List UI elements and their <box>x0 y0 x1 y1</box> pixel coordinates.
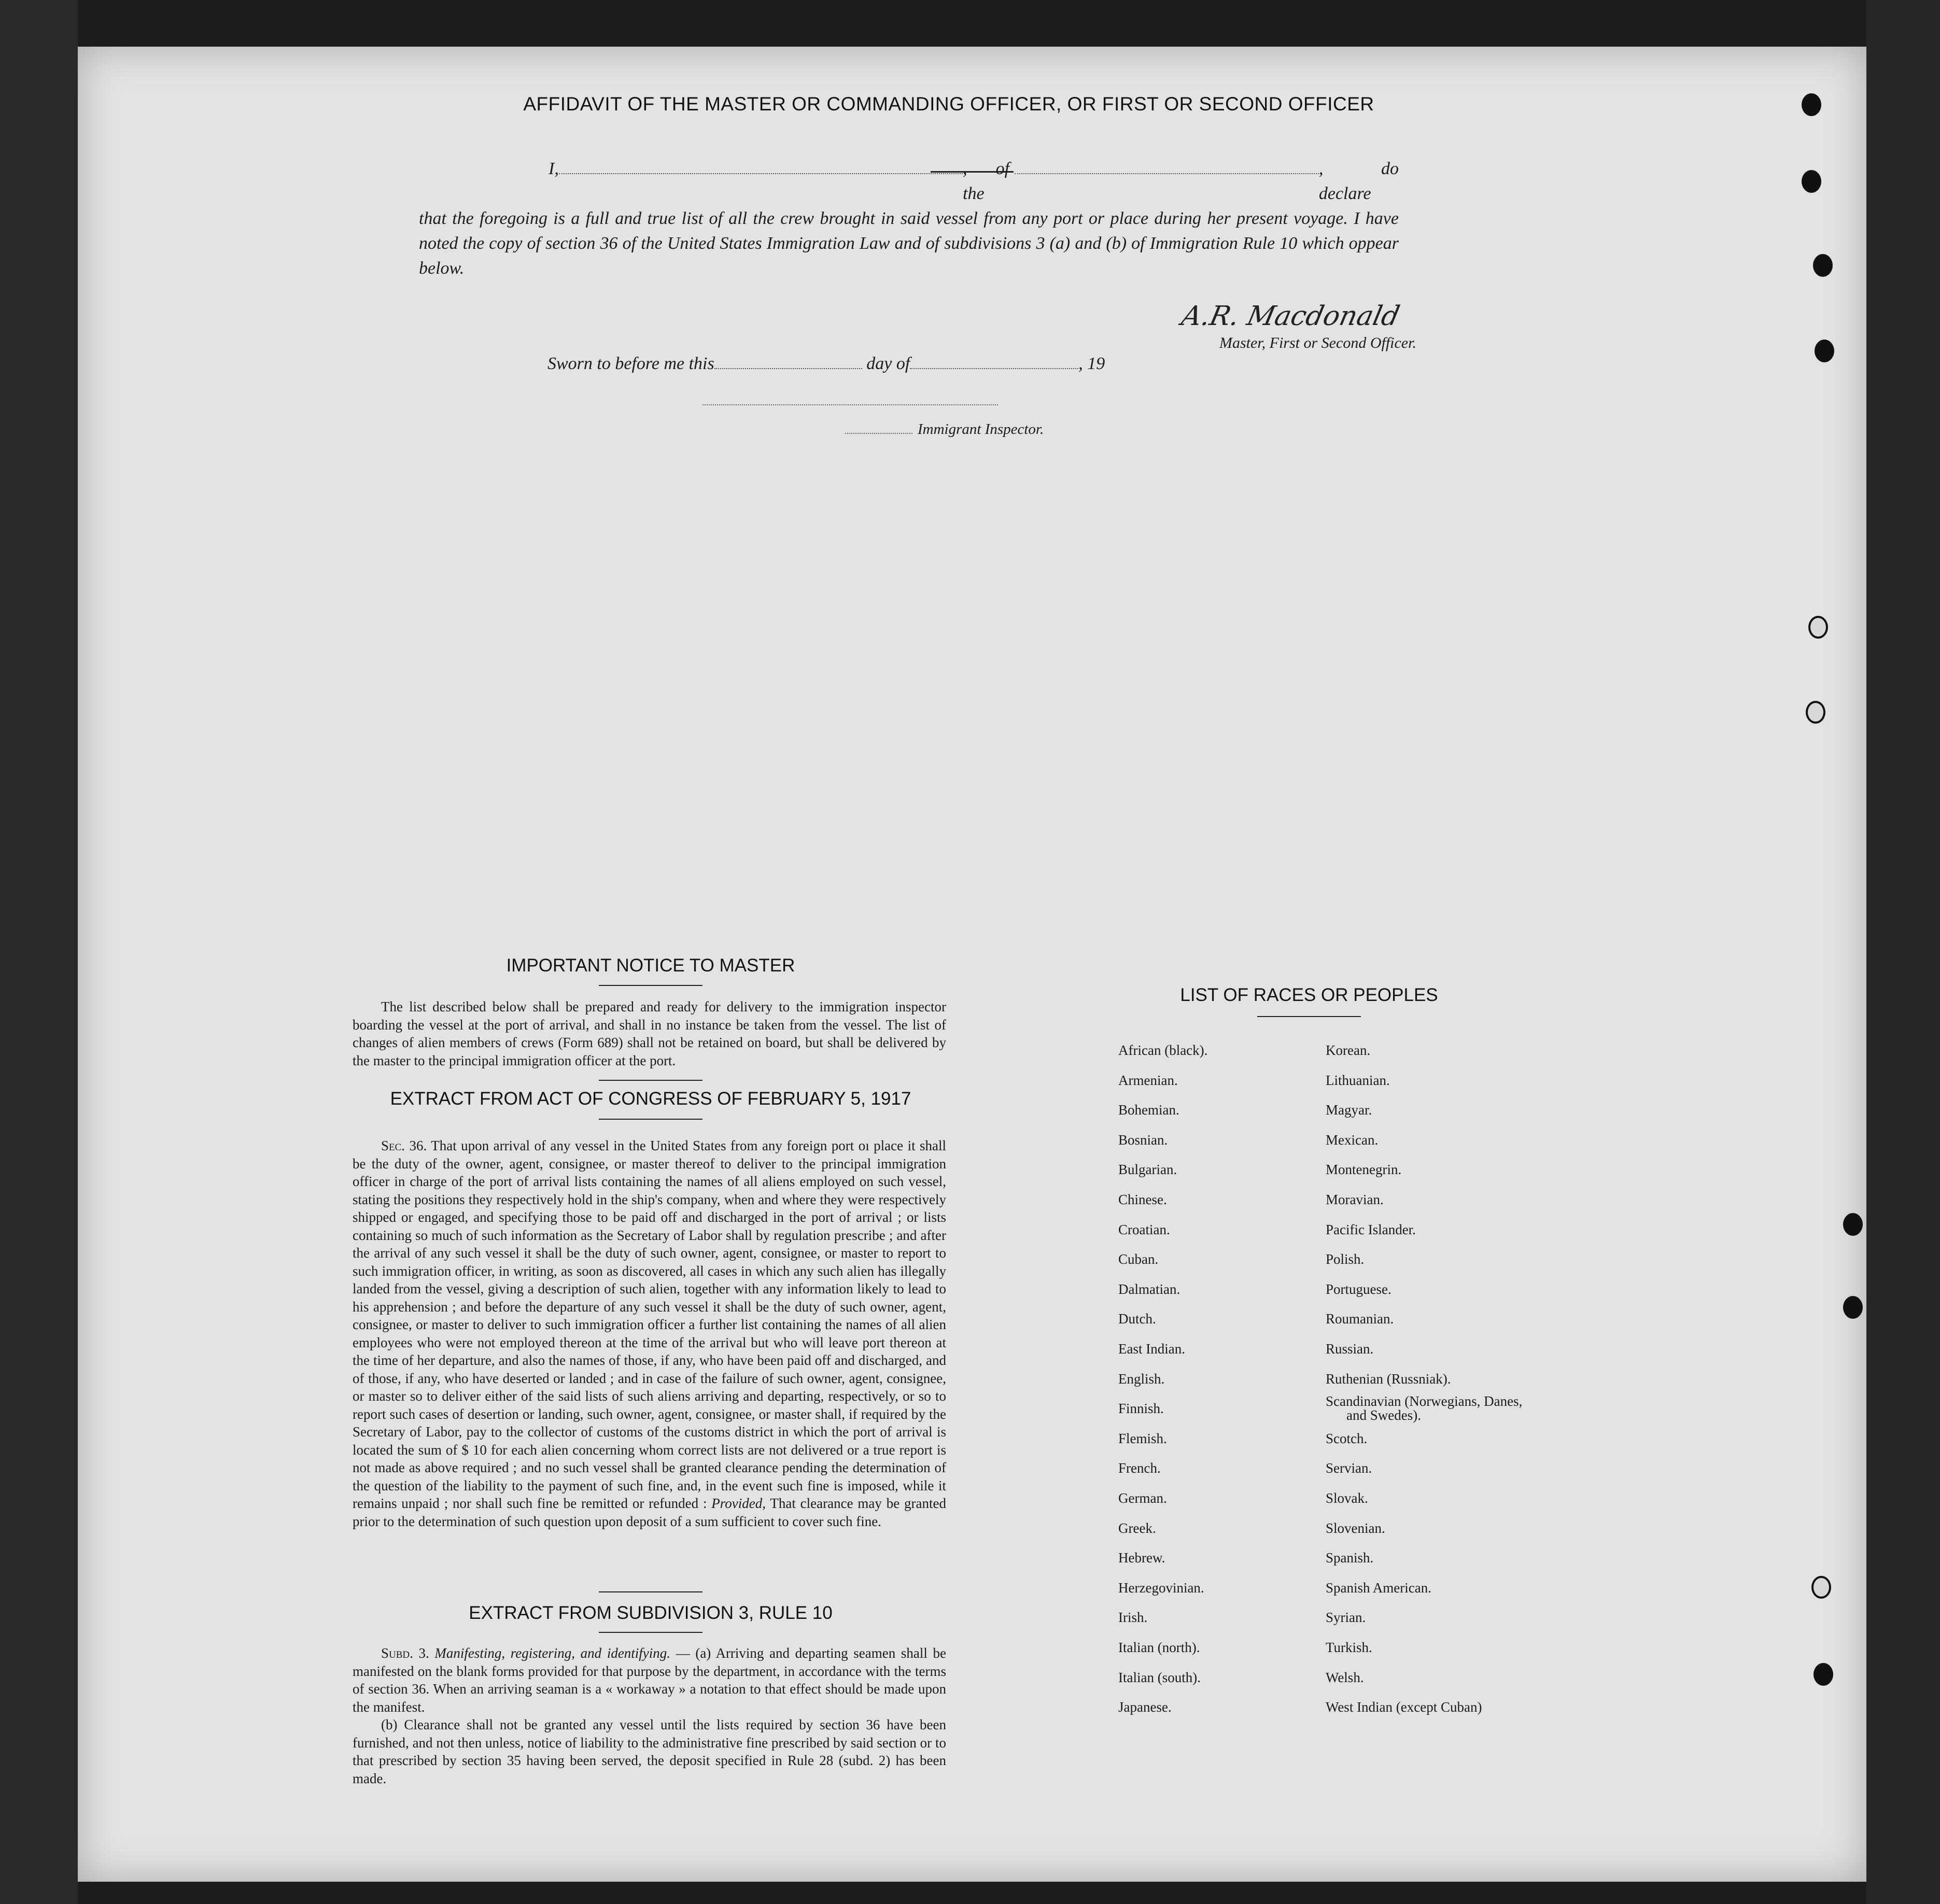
race-item: Ruthenian (Russniak). <box>1326 1371 1451 1387</box>
race-item: Scandinavian (Norwegians, Danes, and Swedes). <box>1326 1393 1523 1423</box>
decl-do-declare: , do declare <box>1318 159 1399 203</box>
race-item: Portuguese. <box>1326 1281 1391 1297</box>
race-item: African (black). <box>1118 1042 1208 1058</box>
race-item: Scotch. <box>1326 1430 1368 1446</box>
race-item: Japanese. <box>1118 1699 1172 1715</box>
race-item: Polish. <box>1326 1251 1365 1267</box>
race-item: Turkish. <box>1326 1640 1372 1655</box>
race-item: Cuban. <box>1118 1251 1159 1267</box>
race-item: Dutch. <box>1118 1311 1156 1327</box>
race-item: Syrian. <box>1326 1610 1366 1626</box>
race-item: Mexican. <box>1326 1132 1379 1148</box>
race-item: Bohemian. <box>1118 1102 1179 1118</box>
binder-hole-icon <box>1814 1663 1833 1686</box>
binder-hole-icon <box>1808 616 1828 639</box>
race-item: Slovenian. <box>1326 1520 1385 1536</box>
binder-hole-icon <box>1811 1576 1831 1599</box>
inspector-signature-line[interactable] <box>702 404 998 405</box>
race-item: Russian. <box>1326 1341 1374 1357</box>
rule10-rule <box>599 1632 702 1633</box>
race-item: Greek. <box>1118 1520 1156 1536</box>
act-sec-label: Sec. 36. <box>381 1138 427 1153</box>
races-rule <box>1257 1016 1361 1017</box>
rule10-para-a-text: — (a) Arriving and departing seamen shall be manifested on the blank forms provided for that purpose by the department, in accordance with the terms of section 36. When an arriving seaman is a « workaway » a notation to that effect should be made upon the manifest. <box>353 1645 946 1715</box>
binder-hole-icon <box>1815 340 1834 362</box>
sworn-prefix: Sworn to before me this <box>547 354 714 373</box>
race-item: Dalmatian. <box>1118 1281 1180 1297</box>
notice-title: IMPORTANT NOTICE TO MASTER <box>506 955 795 976</box>
act-bottom-rule <box>599 1591 702 1592</box>
race-item: Spanish American. <box>1326 1579 1431 1596</box>
scan-right-edge <box>1866 0 1940 1904</box>
binder-hole-icon <box>1813 254 1833 277</box>
vessel-blank[interactable] <box>1015 163 1319 174</box>
race-item: Montenegrin. <box>1326 1162 1402 1178</box>
decl-body: that the foregoing is a full and true list of all the crew brought in said vessel from any port or place during her present voyage. I have noted the copy of section 36 of the United States Immigration Law and of subdivisions 3 (a) and (b) of Immigration Rule 10 which oppear below. <box>419 209 1399 278</box>
race-item: Servian. <box>1326 1460 1372 1476</box>
sworn-day-blank[interactable] <box>714 358 862 369</box>
race-item: Flemish. <box>1118 1430 1167 1446</box>
race-item: Bosnian. <box>1118 1132 1168 1148</box>
document-page <box>78 47 1866 1882</box>
affidavit-declaration <box>419 157 1399 281</box>
sworn-month-blank[interactable] <box>910 358 1078 369</box>
act-body-end: That clearance may be granted prior to the determination of such question upon deposit of a sum sufficient to cover such fine. <box>353 1496 947 1529</box>
name-blank[interactable] <box>559 163 963 174</box>
inspector-name-blank[interactable] <box>845 424 912 434</box>
race-item: English. <box>1118 1371 1165 1387</box>
race-item: Hebrew. <box>1118 1550 1165 1566</box>
race-item: Italian (south). <box>1118 1669 1201 1685</box>
race-item: Herzegovinian. <box>1118 1579 1204 1596</box>
binder-hole-icon <box>1843 1296 1863 1319</box>
signature-label: Master, First or Second Officer. <box>1219 334 1416 351</box>
act-text <box>353 1137 946 1530</box>
race-item: West Indian (except Cuban) <box>1326 1699 1482 1715</box>
race-item: Irish. <box>1118 1610 1148 1626</box>
binder-hole-icon <box>1806 701 1825 724</box>
race-item: Spanish. <box>1326 1550 1374 1566</box>
rule10-title: EXTRACT FROM SUBDIVISION 3, RULE 10 <box>469 1603 833 1623</box>
binder-hole-icon <box>1802 93 1821 116</box>
rule10-subd-label: Subd. 3. <box>381 1645 429 1661</box>
decl-i: I, <box>549 159 559 178</box>
race-item: Roumanian. <box>1326 1311 1394 1327</box>
race-item: Lithuanian. <box>1326 1072 1390 1088</box>
race-item: East Indian. <box>1118 1341 1185 1357</box>
rule10-text <box>353 1644 946 1787</box>
binder-hole-icon <box>1843 1213 1863 1236</box>
race-item: Welsh. <box>1326 1669 1364 1685</box>
race-item: Bulgarian. <box>1118 1162 1177 1178</box>
race-item: Croatian. <box>1118 1221 1170 1237</box>
decl-of-the: , of the <box>963 159 1010 203</box>
race-item: Armenian. <box>1118 1072 1178 1088</box>
affidavit-title: AFFIDAVIT OF THE MASTER OR COMMANDING OFFICER, OR FIRST OR SECOND OFFICER <box>523 93 1374 115</box>
races-title: LIST OF RACES OR PEOPLES <box>1180 985 1438 1005</box>
race-item: Italian (north). <box>1118 1640 1200 1655</box>
race-item: German. <box>1118 1490 1167 1506</box>
sworn-day-of: day of <box>866 354 910 373</box>
race-item: French. <box>1118 1460 1161 1476</box>
act-provided: Provided, <box>711 1496 766 1511</box>
race-item: Pacific Islander. <box>1326 1221 1416 1237</box>
act-rule <box>599 1119 702 1120</box>
race-item: Chinese. <box>1118 1192 1167 1207</box>
rule10-subd-heading: Manifesting, registering, and identifying. <box>434 1645 671 1661</box>
sworn-year: , 19 <box>1078 354 1105 373</box>
notice-text: The list described below shall be prepared and ready for delivery to the immigration inspector boarding the vessel at the port of arrival, and shall in no instance be taken from the vessel. The list of changes of alien members of crews (Form 689) shall not be retained on board, but shall be delivered by the master to the principal immigration officer at the port. <box>353 999 946 1068</box>
act-body: That upon arrival of any vessel in the United States from any foreign port oı place it shall be the duty of the owner, agent, consignee, or master thereof to deliver to the principal immigration officer in charge of the port of arrival lists containing the names of all aliens employed on such vessel, stating the positions they respectively hold in the ship's company, when and where they were respectively shipped or engaged, and specifying those to be paid off and discharged in the port of arrival ; or lists containing so much of such information as the Secretary of Labor shall by regulation prescribe ; and after the arrival of any such vessel it shall be the duty of such owner, agent, consignee, or master to report to such immigration officer, in writing, as soon as discovered, all cases in which any such alien has illegally landed from the vessel, giving a description of such alien, together with any information likely to lead to his apprehension ; and before the departure of any such vessel it shall be the duty of such owner, agent, consignee, or master to deliver to such immigration officer a further list containing the names of all alien employees who were not employed thereon at the time of the arrival but who will leave port thereon at the time of her departure, and also the names of those, if any, who have been paid off and discharged, and of those, if any, who have deserted or landed ; and in case of the failure of such owner, agent, consignee, or master so to deliver either of the said lists of such aliens arriving and departing, respectively, or so to report such cases of desertion or landing, such owner, agent, consignee, or master shall, if required by the Secretary of Labor, pay to the collector of customs of the customs district in which the port of arrival is located the sum of $ 10 for each alien concerning whom correct lists are not delivered or a true report is not made as above required ; and no such vessel shall be granted clearance pending the determination of the question of the liability to the payment of such fine, and, in the event such fine is imposed, while it remains unpaid ; nor shall such fine be remitted or refunded : <box>353 1138 947 1511</box>
binder-hole-icon <box>1802 170 1821 193</box>
notice-rule <box>599 985 702 986</box>
race-item: Moravian. <box>1326 1192 1384 1207</box>
notice-bottom-rule <box>599 1080 702 1081</box>
sworn-line <box>547 354 1105 374</box>
scan-left-edge <box>0 0 78 1904</box>
race-item: Finnish. <box>1118 1401 1164 1417</box>
master-signature: A.R. Macdonald <box>1178 301 1403 332</box>
act-title: EXTRACT FROM ACT OF CONGRESS OF FEBRUARY 5, 1917 <box>390 1089 911 1109</box>
race-item: Magyar. <box>1326 1102 1372 1118</box>
race-item: Slovak. <box>1326 1490 1368 1506</box>
inspector-label: Immigrant Inspector. <box>918 421 1044 438</box>
race-item: Korean. <box>1326 1042 1371 1058</box>
rule10-para-b: (b) Clearance shall not be granted any vessel until the lists required by section 36 have been furnished, and not then unless, notice of liability to the administrative fine prescribed by said section or to that prescribed by section 35 having been served, the deposit specified in Rule 28 (subd. 2) has been made. <box>353 1717 946 1786</box>
rule10-para-a <box>353 1644 946 1716</box>
